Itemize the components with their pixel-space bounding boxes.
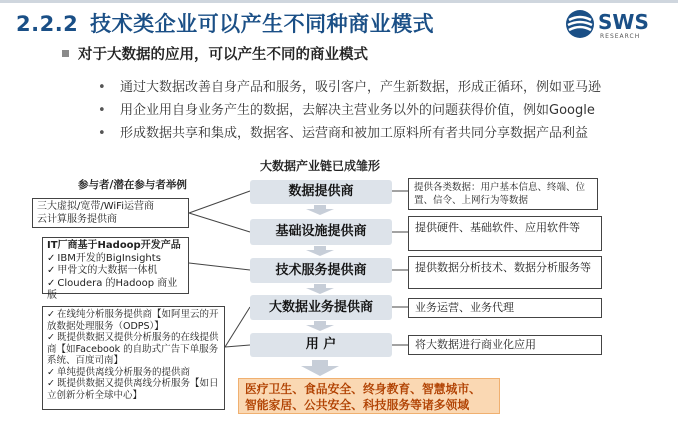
logo-subtext: RESEARCH xyxy=(600,33,641,40)
participants-box-operators: 三大虚拟/宽带/WiFi运营商 云计算服务提供商 xyxy=(32,198,189,228)
participants-box-analytics: ✓ 在线纯分析服务提供商【如阿里云的开放数据处理服务（ODPS）】 ✓ 既提供数据又提供分析服务的在线提供商【如Facebook 的自助式广告下单服务系统、百度司南】 ✓ 单纯提供离线分析服务的提供商 ✓ 既提供数据又提供离线分析服务【如日立创新分析全球中心】 xyxy=(42,306,225,410)
section-title: 技术类企业可以产生不同种商业模式 xyxy=(90,12,435,36)
bullet-item: • 通过大数据改善自身产品和服务，吸引客户，产生新数据，形成正循环，例如亚马逊 xyxy=(98,76,658,99)
down-arrow-icon xyxy=(306,246,334,256)
down-arrow-icon xyxy=(301,360,339,376)
stage-data-provider: 数据提供商 xyxy=(250,180,392,204)
bullet-item: • 形成数据共享和集成，数据客、运营商和被加工原料所有者共同分享数据产品利益 xyxy=(98,122,658,145)
desc-data-provider: 提供各类数据：用户基本信息、终端、位置、信令、上网行为等数据 xyxy=(408,178,598,210)
bullet-dot-icon: • xyxy=(98,103,106,118)
bullet-dot-icon: • xyxy=(98,126,106,141)
participants-box-hadoop: IT厂商基于Hadoop开发产品 ✓ IBM开发的BigInsights ✓ 甲骨文的大数据一体机 ✓ Cloudera 的Hadoop 商业版 xyxy=(42,237,189,294)
bullet-item: • 用企业用自身业务产生的数据，去解决主营业务以外的问题获得价值，例如Google xyxy=(98,99,658,122)
stage-infrastructure-provider: 基础设施提供商 xyxy=(250,219,392,245)
bullet-dot-icon: • xyxy=(98,80,106,95)
stage-users: 用 户 xyxy=(250,333,392,357)
down-arrow-icon xyxy=(306,205,334,215)
desc-bigdata-service-provider: 业务运营、业务代理 xyxy=(408,298,602,318)
subtitle-text: 对于大数据的应用，可以产生不同的商业模式 xyxy=(78,47,368,63)
application-domains: 医疗卫生、食品安全、终身教育、智慧城市、 智能家居、公共安全、科技服务等诸多领域 xyxy=(238,378,500,414)
down-arrow-icon xyxy=(306,284,334,294)
down-arrow-icon xyxy=(306,321,334,331)
section-number: 2.2.2 xyxy=(16,12,79,36)
chain-title: 大数据产业链已成雏形 xyxy=(260,159,381,173)
stage-tech-service-provider: 技术服务提供商 xyxy=(250,258,392,283)
stage-bigdata-service-provider: 大数据业务提供商 xyxy=(250,295,392,320)
desc-infrastructure-provider: 提供硬件、基础软件、应用软件等 xyxy=(408,216,602,251)
participants-title: 参与者/潜在参与者举例 xyxy=(78,179,187,191)
desc-users: 将大数据进行商业化应用 xyxy=(408,335,602,355)
logo-text: SWS xyxy=(598,10,649,34)
desc-tech-service-provider: 提供数据分析技术、数据分析服务等 xyxy=(408,256,602,289)
